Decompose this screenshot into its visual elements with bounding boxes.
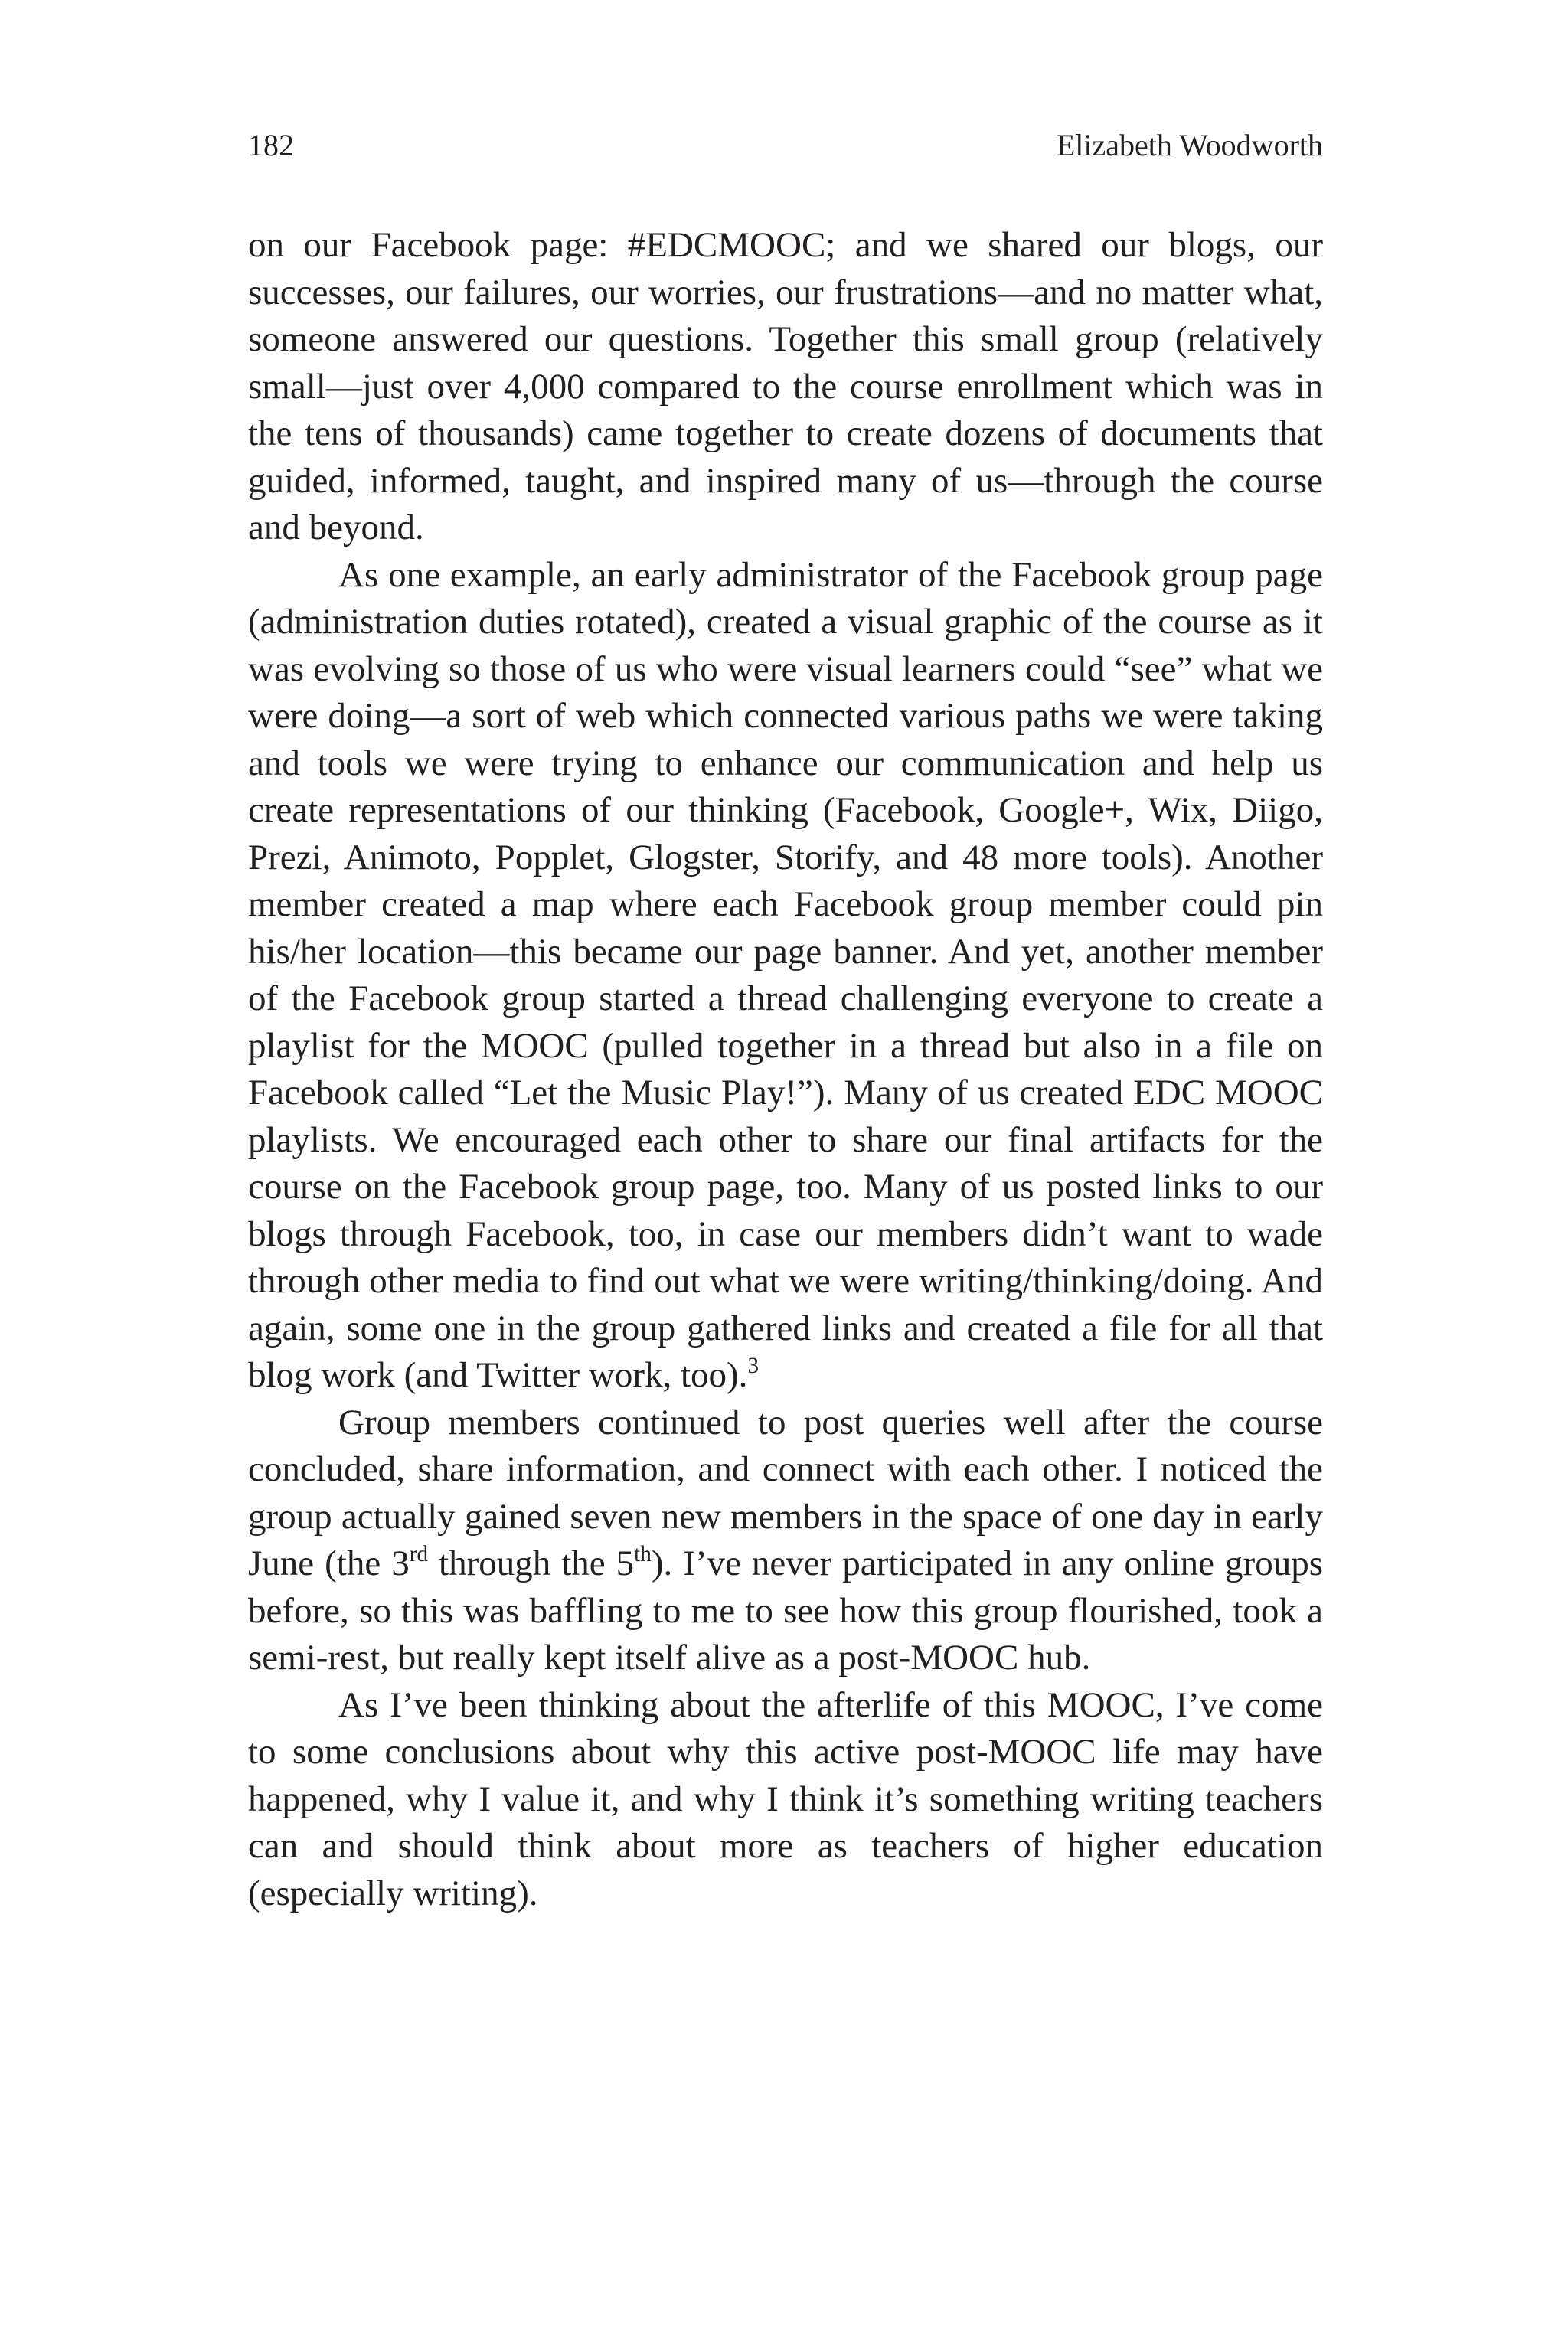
paragraph-3-text-a: Group members continued to post queries well after the course concluded, share information, and connect with each other. I noticed the group actually gained seven new members in the space of one day in early June (the 3	[248, 1402, 1323, 1583]
paragraph-3	[248, 1400, 1323, 1682]
paragraph-3-text-c: ). I’ve never participated in any online groups before, so this was baffling to me to see how this group flourished, took a semi-rest, but really kept itself alive as a post-MOOC hub.	[248, 1544, 1323, 1677]
running-head	[248, 122, 1323, 168]
page-number: 182	[248, 128, 294, 162]
footnote-reference[interactable]: 3	[747, 1353, 759, 1378]
ordinal-suffix: rd	[409, 1541, 429, 1566]
paragraph-2	[248, 552, 1323, 1400]
paragraph-3-text-b: through the 5	[428, 1544, 635, 1583]
paragraph-1: on our Facebook page: #EDCMOOC; and we shared our blogs, our successes, our failures, our worries, our frustrations—and no matter what, someone answered our questions. Together this small group (relatively small—just over 4,000 compared to the course enrollment which was in the tens of thousands) came together to create dozens of documents that guided, informed, taught, and inspired many of us—through the course and beyond.	[248, 225, 1323, 547]
ordinal-suffix: th	[634, 1541, 652, 1566]
paragraph-2-text: As one example, an early administrator of the Facebook group page (administration duties rotated), created a visual graphic of the course as it was evolving so those of us who were visual learners could “see” what we were doing—a sort of web which connected various paths we were taking and tools we were trying to enhance our communication and help us create representations of our thinking (Facebook, Google+, Wix, Diigo, Prezi, Animoto, Popplet, Glogster, Storify, and 48 more tools). Another member created a map where each Facebook group member could pin his/her location—this became our page banner. And yet, another member of the Facebook group started a thread challenging everyone to create a playlist for the MOOC (pulled together in a thread but also in a file on Facebook called “Let the Music Play!”). Many of us created EDC MOOC playlists. We encouraged each other to share our final artifacts for the course on the Facebook group page, too. Many of us posted links to our blogs through Facebook, too, in case our members didn’t want to wade through other media to find out what we were writing/thinking/doing. And again, some one in the group gathered links and created a file for all that blog work (and Twitter work, too).	[248, 554, 1323, 1395]
body-text	[248, 222, 1323, 1917]
running-title: Elizabeth Woodworth	[1056, 128, 1323, 162]
paragraph-4: As I’ve been thinking about the afterlife of this MOOC, I’ve come to some conclusions about why this active post-MOOC life may have happened, why I value it, and why I think it’s something writing teachers can and should think about more as teachers of higher education (especially writing).	[248, 1684, 1323, 1913]
